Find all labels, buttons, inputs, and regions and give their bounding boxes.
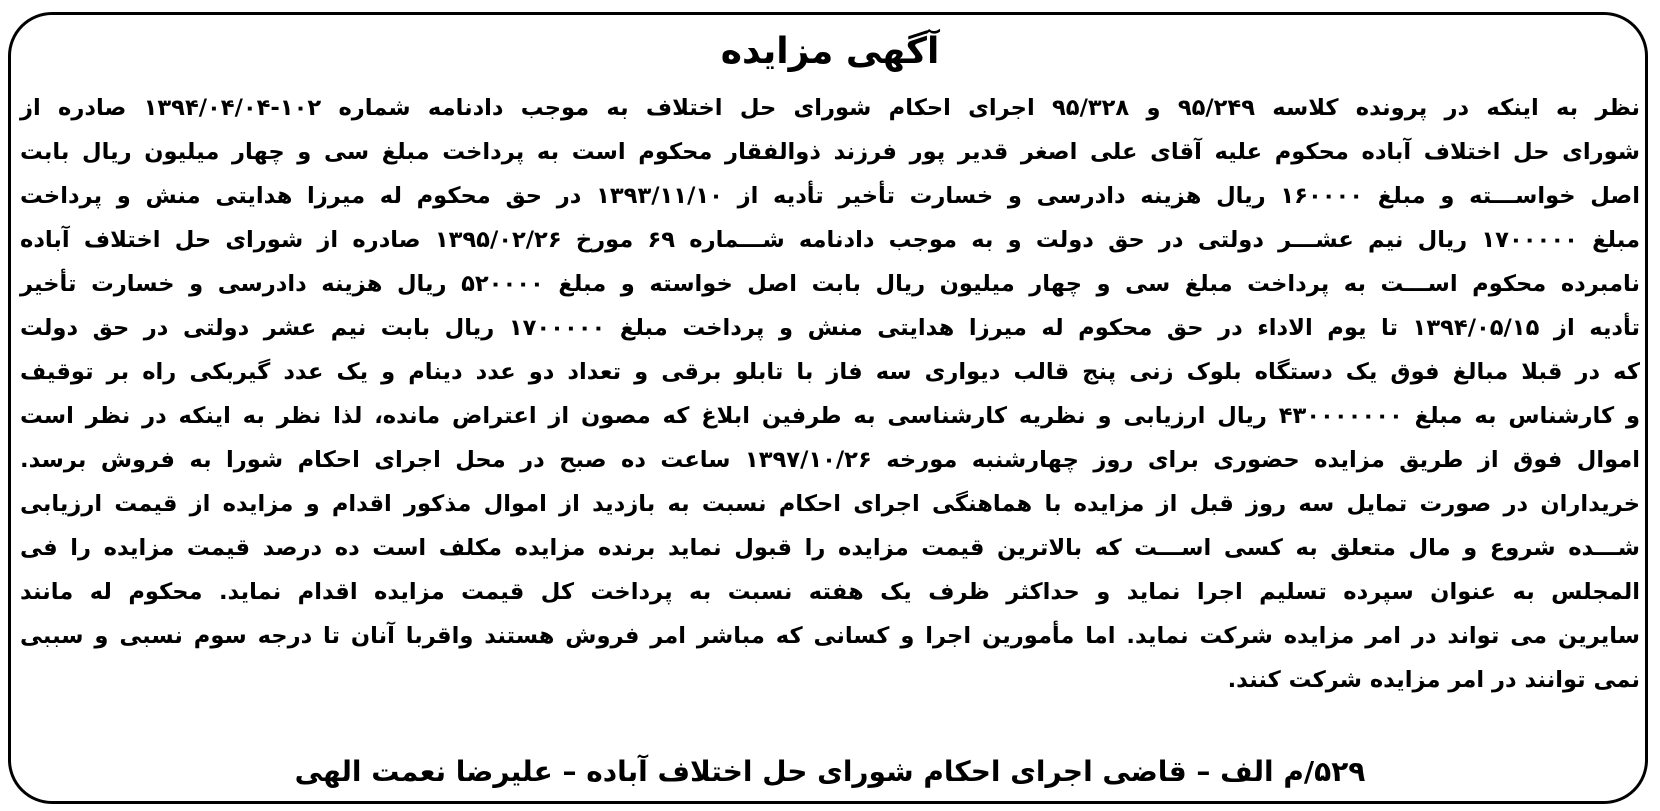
notice-line: سایرین می تواند در امر مزایده شرکت نماید. اما مأمورین اجرا و کسانی که مباشر امر فروش هستند واقربا آنان تا درجه سوم نسبی و سببی xyxy=(20,623,1640,649)
notice-line: مبلغ ۱۷۰۰۰۰۰ ریال نیم عشـــر دولتی در حق دولت و به موجب دادنامه شـــماره ۶۹ مورخ ۱۳۹۵/۰۲/۲۶ صادره از شورای حل اختلاف آباده xyxy=(20,227,1640,253)
notice-line: تأدیه از ۱۳۹۴/۰۵/۱۵ تا یوم الاداء در حق محکوم له میرزا هدایتی منش و پرداخت مبلغ ۱۷۰۰۰۰۰ ریال بابت نیم عشر دولتی در حق دولت xyxy=(20,315,1640,341)
notice-line: شـــده شروع و مال متعلق به کسی اســـت که بالاترین قیمت مزایده را قبول نماید برنده مزایده مکلف است ده درصد قیمت مزایده را فی xyxy=(20,535,1640,561)
notice-line: نظر به اینکه در پرونده کلاسه ۹۵/۲۴۹ و ۹۵/۳۲۸ اجرای احکام شورای حل اختلاف به موجب دادنامه شماره ۱۰۲-۱۳۹۴/۰۴/۰۴ صادره از xyxy=(20,95,1640,121)
notice-line: خریداران در صورت تمایل سه روز قبل از مزایده با هماهنگی اجرای احکام نسبت به بازدید از اموال مذکور اقدام و مزایده از قیمت ارزیابی xyxy=(20,491,1640,517)
notice-body xyxy=(20,86,1640,702)
notice-line: که در قبلا مبالغ فوق یک دستگاه بلوک زنی پنج قالب دیواری سه فاز با تابلو برقی و تعداد دو عدد دینام و یک عدد گیربکی راه بر توقیف xyxy=(20,359,1640,385)
notice-line: نامبرده محکوم اســـت به پرداخت مبلغ سی و چهار میلیون ریال بابت اصل خواسته و مبلغ ۵۲۰۰۰۰ ریال هزینه دادرسی و خسارت تأخیر xyxy=(20,271,1640,297)
notice-line: شورای حل اختلاف آباده محکوم علیه آقای علی اصغر قدیر پور فرزند ذوالفقار محکوم است به پرداخت مبلغ سی و چهار میلیون ریال بابت xyxy=(20,139,1640,165)
notice-line: المجلس به عنوان سپرده تسلیم اجرا نماید و حداکثر ظرف یک هفته نسبت به پرداخت کل قیمت مزایده اقدام نماید. محکوم له مانند xyxy=(20,579,1640,605)
notice-line: و کارشناس به مبلغ ۴۳۰۰۰۰۰۰۰ ریال ارزیابی و نظریه کارشناسی به طرفین ابلاغ که مصون از اعتراض مانده، لذا نظر به اینکه در نظر است xyxy=(20,403,1640,429)
notice-line: اموال فوق از طریق مزایده حضوری برای روز چهارشنبه مورخه ۱۳۹۷/۱۰/۲۶ ساعت ده صبح در محل اجرای احکام شورا به فروش برسد. xyxy=(20,447,1640,473)
notice-line: نمی توانند در امر مزایده شرکت کنند. xyxy=(1227,667,1640,693)
notice-title: آگهی مزایده xyxy=(720,31,940,72)
notice-line: اصل خواســـته و مبلغ ۱۶۰۰۰۰ ریال هزینه دادرسی و خسارت تأخیر تأدیه از ۱۳۹۳/۱۱/۱۰ در حق محکوم له میرزا هدایتی منش و پرداخت xyxy=(20,183,1641,209)
notice-signature: ۵۲۹/م الف – قاضی اجرای احکام شورای حل اختلاف آباده – علیرضا نعمت الهی xyxy=(294,755,1366,788)
